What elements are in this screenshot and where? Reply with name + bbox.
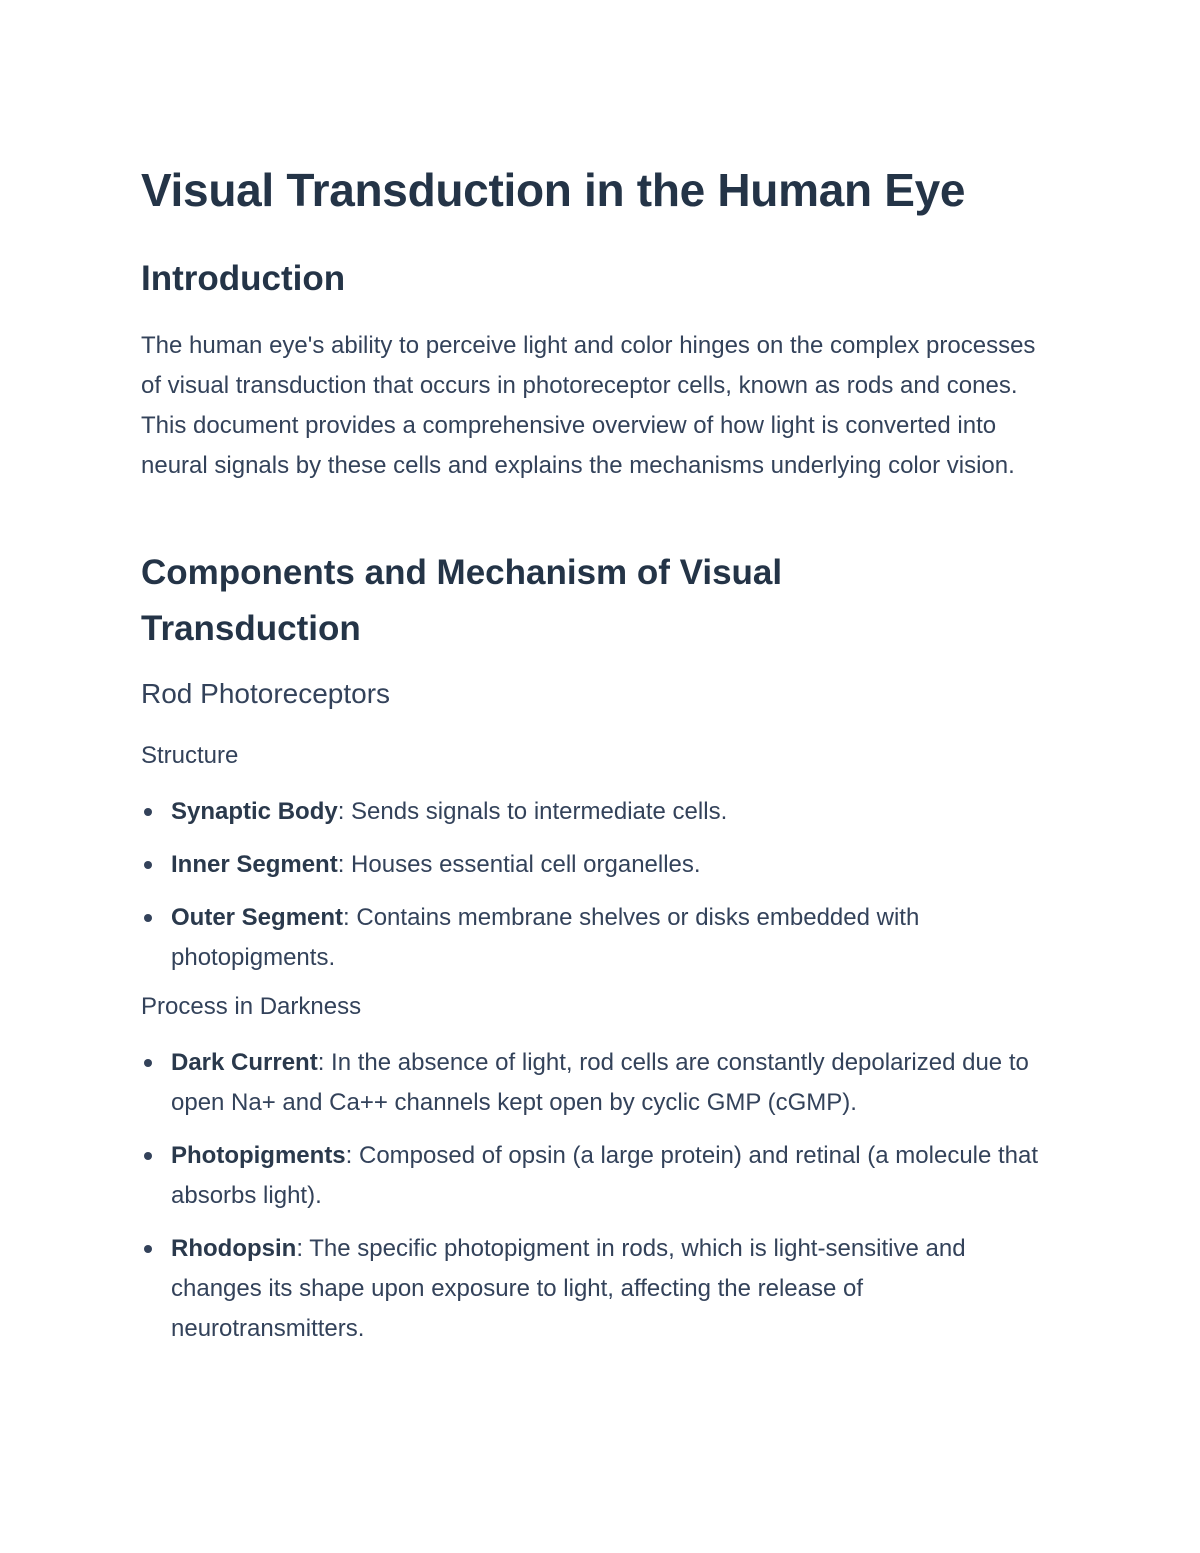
- list-item-separator: :: [337, 798, 345, 825]
- list-item-separator: :: [337, 851, 345, 878]
- list-item-term: Photopigments: [171, 1142, 346, 1169]
- process-in-darkness-heading: Process in Darkness: [141, 993, 362, 1020]
- list-item: [141, 1043, 1046, 1123]
- list-item-term: Synaptic Body: [171, 798, 338, 825]
- list-item-text: Houses essential cell organelles.: [344, 851, 701, 878]
- list-item-text: Composed of opsin (a large protein) and retinal (a molecule that absorbs light).: [171, 1142, 1039, 1209]
- list-item: [141, 792, 1046, 832]
- components-heading: Components and Mechanism of Visual Transduction: [141, 553, 783, 648]
- bullet-icon: [144, 1152, 152, 1160]
- list-item: [141, 898, 1046, 978]
- list-item-separator: :: [345, 1142, 353, 1169]
- list-item-term: Inner Segment: [171, 851, 338, 878]
- document-title: Visual Transduction in the Human Eye: [141, 164, 966, 216]
- list-item: [141, 1136, 1046, 1216]
- list-item-text: The specific photopigment in rods, which is light-sensitive and changes its shape upon exposure to light, affecting the release of neurotransmitters.: [171, 1235, 966, 1342]
- list-item-separator: :: [317, 1049, 325, 1076]
- introduction-paragraph: The human eye's ability to perceive light and color hinges on the complex processes of visual transduction that occurs in photoreceptor cells, known as rods and cones. This document provides a comprehensive overview of how light is converted into neural signals by these cells and explains the mechanisms underlying color vision.: [141, 332, 1036, 479]
- list-item: [141, 1229, 1046, 1349]
- structure-list: [141, 792, 1046, 991]
- bullet-icon: [144, 1245, 152, 1253]
- list-item-term: Rhodopsin: [171, 1235, 297, 1262]
- list-item-separator: :: [343, 904, 350, 931]
- list-item: [141, 845, 1046, 885]
- list-item-text: In the absence of light, rod cells are constantly depolarized due to open Na+ and Ca++ channels kept open by cyclic GMP (cGMP).: [171, 1049, 1029, 1116]
- bullet-icon: [144, 1059, 152, 1067]
- rod-photoreceptors-heading: Rod Photoreceptors: [141, 678, 391, 709]
- list-item-term: Dark Current: [171, 1049, 318, 1076]
- list-item-text: Sends signals to intermediate cells.: [344, 798, 728, 825]
- list-item-separator: :: [296, 1235, 303, 1262]
- darkness-list: [141, 1043, 1046, 1362]
- bullet-icon: [144, 914, 152, 922]
- bullet-icon: [144, 808, 152, 816]
- list-item-term: Outer Segment: [171, 904, 344, 931]
- introduction-heading: Introduction: [141, 259, 346, 298]
- structure-heading: Structure: [141, 742, 239, 769]
- bullet-icon: [144, 861, 152, 869]
- list-item-text: Contains membrane shelves or disks embedded with photopigments.: [171, 904, 920, 971]
